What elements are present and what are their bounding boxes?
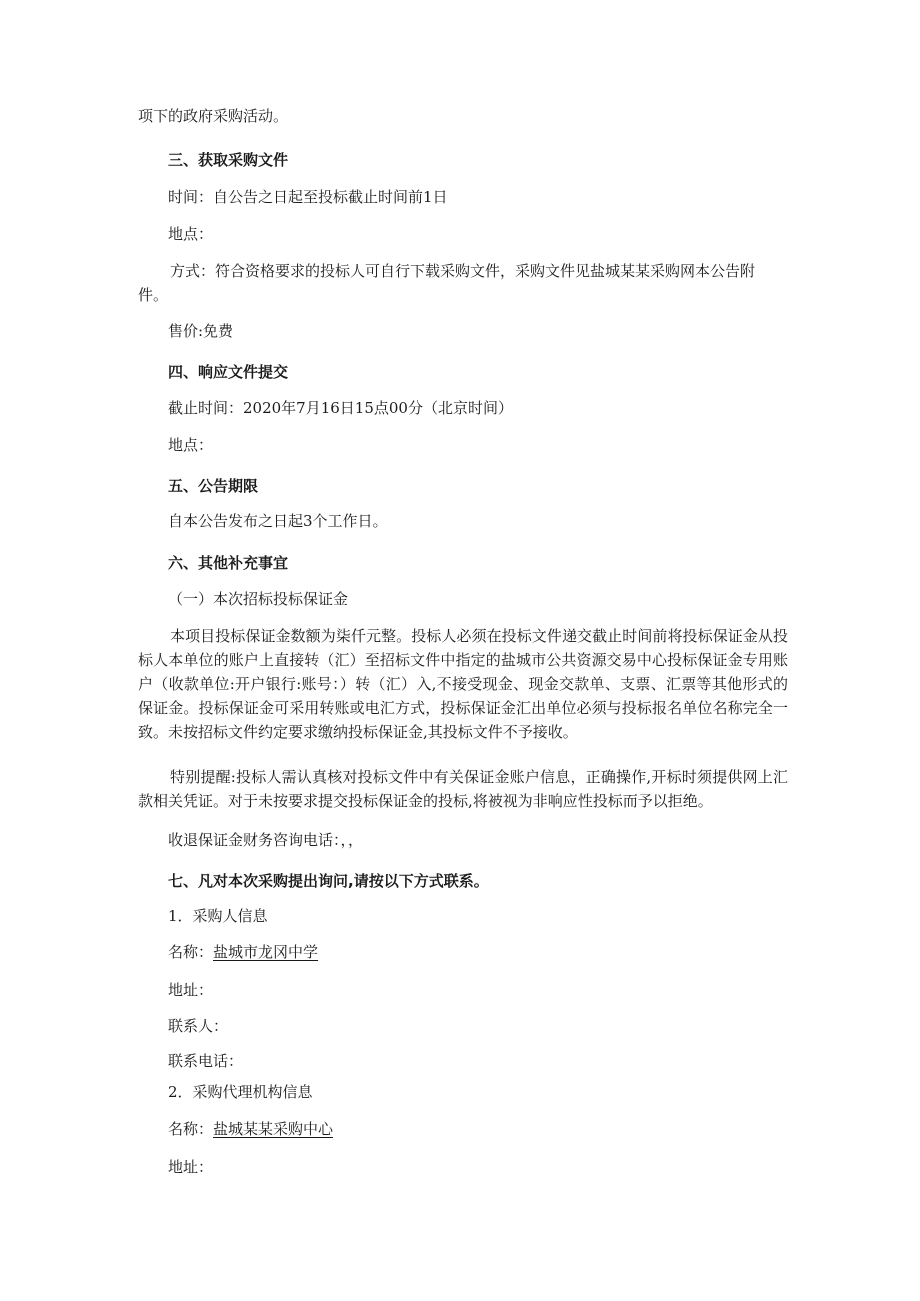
purchaser-info-heading: 1．采购人信息 [168,907,268,925]
price-text: 售价:免费 [168,322,234,340]
method-text: 方式：符合资格要求的投标人可自行下载采购文件，采购文件见盐城某某采购网本公告附 [170,262,756,280]
place-text: 地点： [168,225,214,243]
time-text: 时间：自公告之日起至投标截止时间前1日 [168,188,448,206]
section-5-heading: 五、公告期限 [168,477,259,495]
place-text-2: 地点： [168,436,214,454]
period-text: 自本公告发布之日起3个工作日。 [168,512,388,530]
agency-name-value: 盐城某某采购中心 [213,1120,334,1138]
agency-name-label: 名称： [168,1120,214,1138]
subsection-heading: （一）本次招标投标保证金 [168,590,349,608]
agency-info-heading: 2．采购代理机构信息 [168,1083,313,1101]
purchaser-name-label: 名称： [168,943,214,961]
section-7-heading: 七、凡对本次采购提出询问,请按以下方式联系。 [168,872,489,890]
agency-address: 地址： [168,1158,214,1176]
purchaser-address: 地址： [168,981,214,999]
deposit-paragraph: 本项目投标保证金数额为柒仟元整。投标人必须在投标文件递交截止时间前将投标保证金从投标人本单位的账户上直接转（汇）至招标文件中指定的盐城市公共资源交易中心投标保证金专用账户（收款单位:开户银行:账号：）转（汇）入,不接受现金、现金交款单、支票、汇票等其他形式的保证金。投标保证金可采用转账或电汇方式，投标保证金汇出单位必须与投标报名单位名称完全一致。未按招标文件约定要求缴纳投标保证金,其投标文件不予接收。 [138,627,788,741]
section-6-heading: 六、其他补充事宜 [168,554,289,572]
method-text-cont: 件。 [138,286,169,304]
section-4-heading: 四、响应文件提交 [168,363,289,381]
section-3-heading: 三、获取采购文件 [168,151,289,169]
reminder-paragraph: 特别提醒:投标人需认真核对投标文件中有关保证金账户信息，正确操作,开标时须提供网上汇款相关凭证。对于未按要求提交投标保证金的投标,将被视为非响应性投标而予以拒绝。 [138,768,788,810]
purchaser-phone: 联系电话： [168,1052,244,1070]
deadline-text: 截止时间：2020年7月16日15点00分（北京时间） [168,399,513,417]
purchaser-name-value: 盐城市龙冈中学 [213,943,319,961]
continuation-text: 项下的政府采购活动。 [138,107,289,125]
purchaser-name-row [168,942,318,962]
agency-name-row [168,1119,333,1139]
refund-phone-text: 收退保证金财务咨询电话：，， [168,831,364,849]
purchaser-contact: 联系人： [168,1017,229,1035]
